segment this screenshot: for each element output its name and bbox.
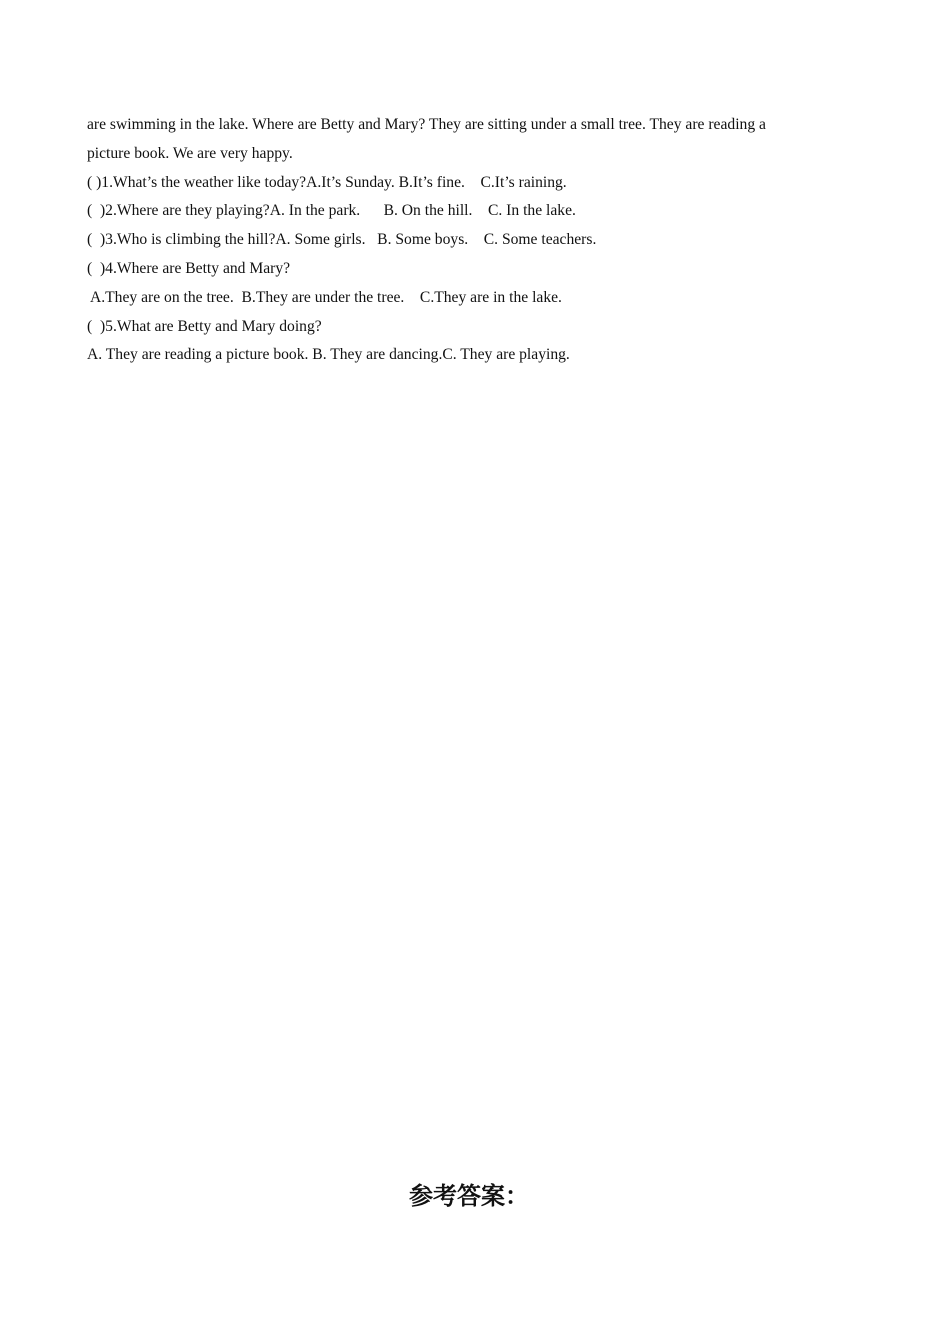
answer-section-title: 参考答案： (409, 1182, 529, 1210)
passage-line: are swimming in the lake. Where are Betty and Mary? They are sitting under a small tree. They are reading a (87, 116, 766, 133)
passage-line: picture book. We are very happy. (87, 144, 293, 162)
question-5-options: A. They are reading a picture book. B. They are dancing.C. They are playing. (87, 346, 570, 364)
question-4: ( )4.Where are Betty and Mary? (87, 259, 291, 277)
question-4-options: A.They are on the tree. B.They are under the tree. C.They are in the lake. (90, 288, 562, 306)
question-2: ( )2.Where are they playing?A. In the park. B. On the hill. C. In the lake. (87, 202, 576, 220)
question-5: ( )5.What are Betty and Mary doing? (87, 317, 322, 335)
question-1: ( )1.What’s the weather like today?A.It’s Sunday. B.It’s fine. C.It’s raining. (87, 173, 567, 191)
question-3: ( )3.Who is climbing the hill?A. Some girls. B. Some boys. C. Some teachers. (87, 231, 597, 249)
reading-comprehension (87, 111, 847, 370)
